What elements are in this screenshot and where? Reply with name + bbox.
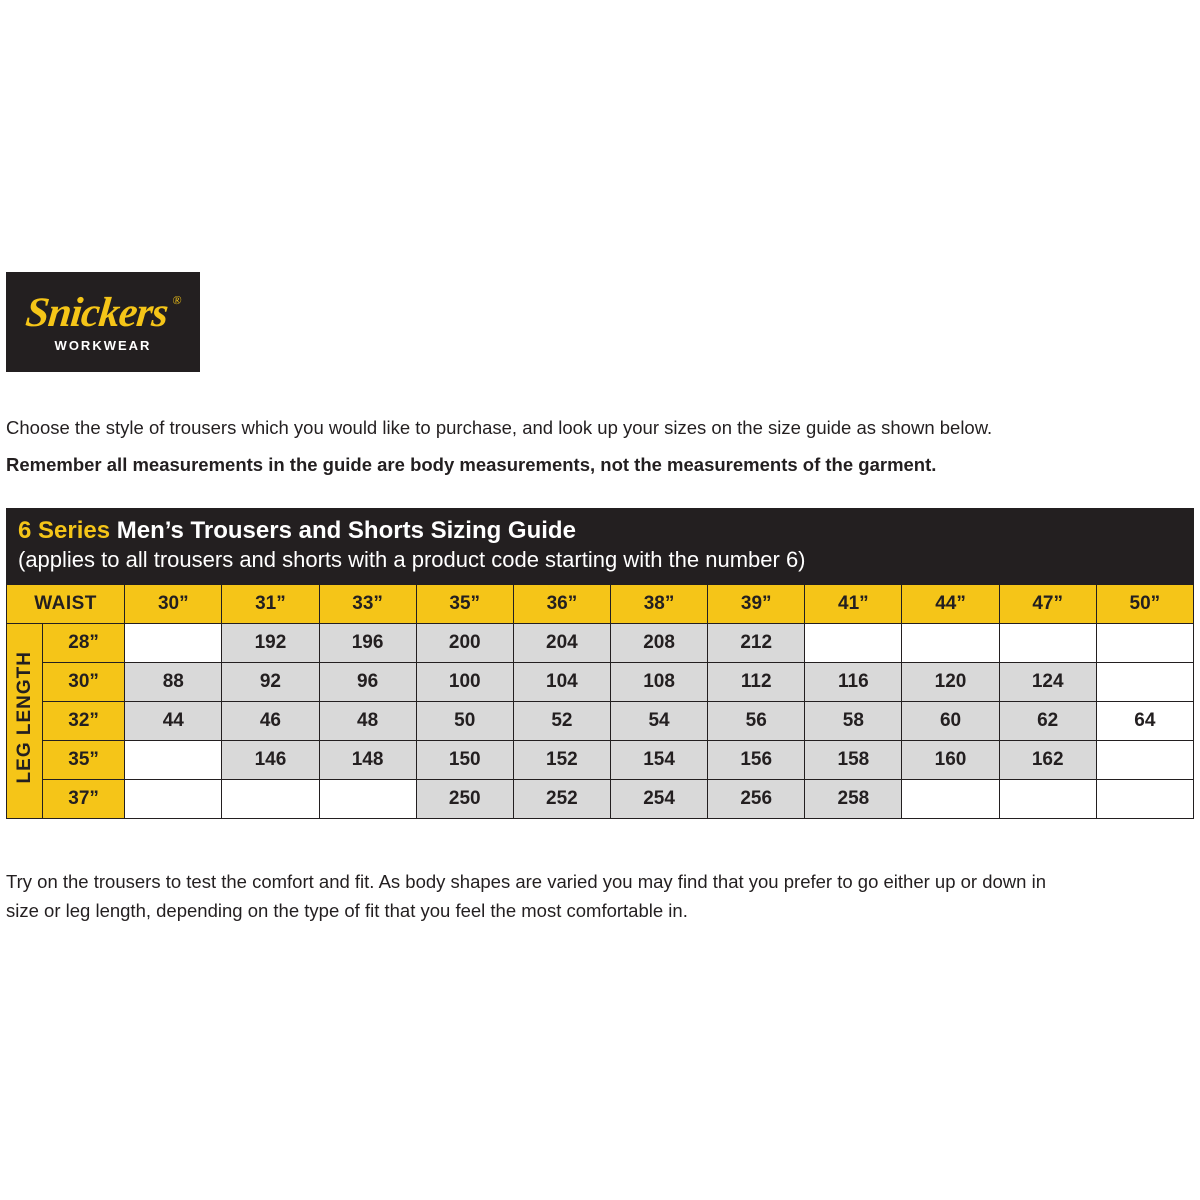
cell-35-31: 146 (222, 740, 319, 779)
table-row (7, 701, 1194, 740)
cell-35-41: 158 (805, 740, 902, 779)
cell-28-36: 204 (513, 623, 610, 662)
cell-30-39: 112 (708, 662, 805, 701)
cell-35-47: 162 (999, 740, 1096, 779)
cell-30-31: 92 (222, 662, 319, 701)
cell-37-39: 256 (708, 779, 805, 818)
guide-title: Men’s Trousers and Shorts Sizing Guide (116, 517, 576, 544)
table-row (7, 623, 1194, 662)
cell-37-38: 254 (610, 779, 707, 818)
cell-35-35: 150 (416, 740, 513, 779)
snickers-logo (6, 272, 200, 372)
registered-trademark-icon: ® (172, 292, 182, 307)
cell-32-35: 50 (416, 701, 513, 740)
cell-32-36: 52 (513, 701, 610, 740)
cell-35-38: 154 (610, 740, 707, 779)
cell-28-33: 196 (319, 623, 416, 662)
cell-28-30 (125, 623, 222, 662)
guide-header-banner (6, 508, 1194, 584)
cell-28-41 (805, 623, 902, 662)
logo-brand-text: Snickers (23, 289, 171, 336)
waist-size-35: 35” (416, 584, 513, 623)
logo-wordmark (23, 289, 182, 336)
guide-series-label: 6 Series (18, 517, 111, 544)
cell-37-36: 252 (513, 779, 610, 818)
cell-32-33: 48 (319, 701, 416, 740)
cell-28-39: 212 (708, 623, 805, 662)
leg-length-32: 32” (43, 701, 125, 740)
cell-30-41: 116 (805, 662, 902, 701)
cell-32-31: 46 (222, 701, 319, 740)
cell-28-50 (1096, 623, 1193, 662)
table-row (7, 740, 1194, 779)
cell-30-36: 104 (513, 662, 610, 701)
waist-header: WAIST (7, 584, 125, 623)
waist-size-31: 31” (222, 584, 319, 623)
cell-37-33 (319, 779, 416, 818)
cell-28-31: 192 (222, 623, 319, 662)
cell-37-47 (999, 779, 1096, 818)
cell-35-44: 160 (902, 740, 999, 779)
cell-30-33: 96 (319, 662, 416, 701)
cell-28-44 (902, 623, 999, 662)
waist-size-36: 36” (513, 584, 610, 623)
cell-35-33: 148 (319, 740, 416, 779)
cell-37-44 (902, 779, 999, 818)
cell-28-47 (999, 623, 1096, 662)
cell-30-47: 124 (999, 662, 1096, 701)
waist-size-33: 33” (319, 584, 416, 623)
cell-35-36: 152 (513, 740, 610, 779)
cell-35-39: 156 (708, 740, 805, 779)
cell-32-47: 62 (999, 701, 1096, 740)
cell-30-30: 88 (125, 662, 222, 701)
cell-30-44: 120 (902, 662, 999, 701)
cell-37-35: 250 (416, 779, 513, 818)
cell-30-50 (1096, 662, 1193, 701)
table-row (7, 662, 1194, 701)
logo-tagline: WORKWEAR (54, 337, 152, 353)
intro-paragraph (6, 414, 1166, 479)
intro-line-2: Remember all measurements in the guide are body measurements, not the measurements of the garment. (6, 453, 937, 475)
waist-size-30: 30” (125, 584, 222, 623)
waist-size-39: 39” (708, 584, 805, 623)
waist-size-44: 44” (902, 584, 999, 623)
cell-32-30: 44 (125, 701, 222, 740)
cell-32-38: 54 (610, 701, 707, 740)
guide-title-line (18, 516, 1182, 546)
cell-30-38: 108 (610, 662, 707, 701)
leg-length-28: 28” (43, 623, 125, 662)
table-row (7, 779, 1194, 818)
intro-line-1: Choose the style of trousers which you would like to purchase, and look up your sizes on the size guide as shown below. (6, 417, 993, 438)
cell-37-31 (222, 779, 319, 818)
cell-37-30 (125, 779, 222, 818)
cell-32-44: 60 (902, 701, 999, 740)
waist-size-50: 50” (1096, 584, 1193, 623)
footer-paragraph: Try on the trousers to test the comfort and fit. As body shapes are varied you may find that you prefer to go either up or down in size or leg length, depending on the type of fit that you feel the most comfortable in. (6, 871, 1046, 921)
guide-subtitle: (applies to all trousers and shorts with a product code starting with the number 6) (18, 547, 806, 572)
waist-size-41: 41” (805, 584, 902, 623)
size-table (6, 584, 1194, 819)
sizing-guide (6, 508, 1194, 819)
cell-28-38: 208 (610, 623, 707, 662)
table-header-row (7, 584, 1194, 623)
leg-length-35: 35” (43, 740, 125, 779)
cell-28-35: 200 (416, 623, 513, 662)
cell-32-50: 64 (1096, 701, 1193, 740)
waist-size-38: 38” (610, 584, 707, 623)
cell-32-39: 56 (708, 701, 805, 740)
leg-length-37: 37” (43, 779, 125, 818)
cell-37-41: 258 (805, 779, 902, 818)
leg-length-legend (7, 623, 43, 818)
cell-30-35: 100 (416, 662, 513, 701)
cell-37-50 (1096, 779, 1193, 818)
cell-32-41: 58 (805, 701, 902, 740)
leg-length-legend-text: LEG LENGTH (13, 651, 35, 784)
waist-size-47: 47” (999, 584, 1096, 623)
leg-length-30: 30” (43, 662, 125, 701)
cell-35-30 (125, 740, 222, 779)
cell-35-50 (1096, 740, 1193, 779)
